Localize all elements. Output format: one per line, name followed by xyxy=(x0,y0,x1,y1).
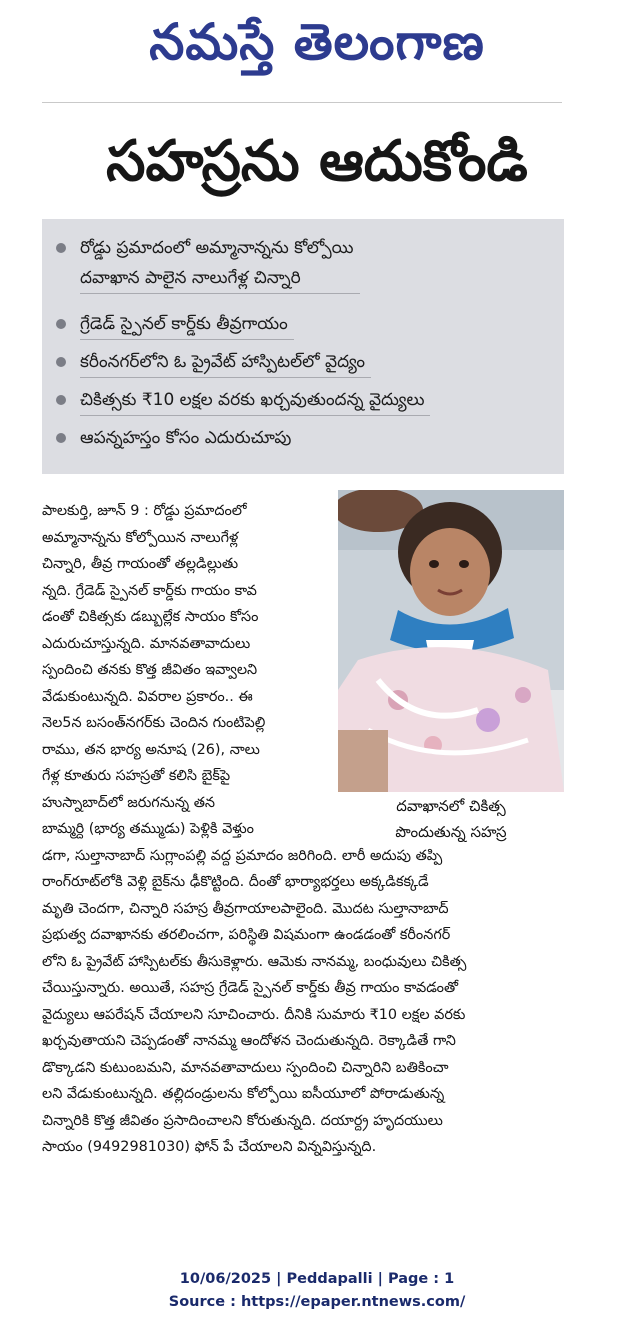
article-line: వేడుకుంటున్నది. వివరాల ప్రకారం.. ఈ xyxy=(42,688,253,705)
article-line: మృతి చెందగా, చిన్నారి సహస్ర తీవ్రగాయాలపాలైంది. మొదట సుల్తానాబాద్ xyxy=(42,900,449,917)
article-line: హుస్నాబాద్‌లో జరుగనున్న తన xyxy=(42,794,216,811)
highlight-item xyxy=(56,385,556,416)
article-line: స్పందించి తనకు కొత్త జీవితం ఇవ్వాలని xyxy=(42,662,258,678)
bullet-icon xyxy=(56,357,66,367)
article-line: ఖర్చవుతాయని చెప్పడంతో నానమ్మ ఆందోళన చెందుతున్నది. రెక్కాడితే గాని xyxy=(42,1033,456,1049)
highlight-text: ఆపన్నహస్తం కోసం ఎదురుచూపు xyxy=(80,428,292,448)
article-headline: సహస్రను ఆదుకోండి xyxy=(106,129,528,194)
article-line: రాంగ్‌రూట్‌లోకి వెళ్లి బైక్‌ను ఢీకొట్టింది. దీంతో భార్యాభర్తలు అక్కడికక్కడే xyxy=(42,874,429,890)
highlight-text: గ్రేడెడ్ స్పైనల్ కార్డ్‌కు తీవ్రగాయం xyxy=(80,309,294,340)
article-body xyxy=(42,498,564,1161)
article-line: డొక్కాడని కుటుంబమని, మానవతావాదులు స్పందించి చిన్నారిని బతికించా xyxy=(42,1059,449,1076)
highlight-item xyxy=(56,233,556,294)
article-line: సాయం (9492981030) ఫోన్ పే చేయాలని విన్నవిస్తున్నది. xyxy=(42,1139,377,1155)
highlight-text: కరీంనగర్‌లోని ఓ ప్రైవేట్ హాస్పిటల్‌లో వైద్యం xyxy=(80,347,371,378)
article-line: ఎదురుచూస్తున్నది. మానవతావాదులు xyxy=(42,635,251,652)
article-line: ప్రభుత్వ దవాఖానకు తరలించగా, పరిస్థితి విషమంగా ఉండడంతో కరీంనగర్ xyxy=(42,927,451,943)
article-line: చేయిస్తున్నారు. అయితే, సహస్ర గ్రేడెడ్ స్పైనల్ కార్డ్‌కు తీవ్ర గాయం కావడంతో xyxy=(42,980,459,996)
highlight-item xyxy=(56,309,556,340)
article-line: లని వేడుకుంటున్నది. తల్లిదండ్రులను కోల్పోయి ఐసీయూలో పోరాడుతున్న xyxy=(42,1086,445,1102)
bullet-icon xyxy=(56,243,66,253)
article-line: డగా, సుల్తానాబాద్ సుగ్లాంపల్లి వద్ద ప్రమాదం జరిగింది. లారీ అదుపు తప్పి xyxy=(42,847,443,864)
caption-line: పొందుతున్న సహస్ర xyxy=(395,823,507,841)
highlight-text: చికిత్సకు ₹10 లక్షల వరకు ఖర్చవుతుందన్న వైద్యులు xyxy=(80,385,430,416)
bullet-icon xyxy=(56,319,66,329)
article-line: లోని ఓ ప్రైవేట్ హాస్పిటల్‌కు తీసుకెళ్లారు. ఆమెకు నానమ్మ, బంధువులు చికిత్స xyxy=(42,953,467,970)
article-line: పాలకుర్తి, జూన్ 9 : రోడ్డు ప్రమాదంలో xyxy=(42,503,247,519)
article-line: వైద్యులు ఆపరేషన్ చేయాలని సూచించారు. దీనికి సుమారు ₹10 లక్షల వరకు xyxy=(42,1006,466,1023)
article-line: న్నది. గ్రేడెడ్ స్పైనల్ కార్డ్‌కు గాయం కావ xyxy=(42,582,257,599)
highlight-item xyxy=(56,423,556,453)
bullet-icon xyxy=(56,433,66,443)
page-footer xyxy=(0,1268,634,1314)
article-line: నెల5న బసంత్‌నగర్‌కు చెందిన గుంటిపెల్లి xyxy=(42,715,266,731)
newspaper-masthead: నమస్తే తెలంగాణ xyxy=(149,12,485,71)
article-line: రాము, తన భార్య అనూష (26), నాలు xyxy=(42,741,260,758)
highlight-text: రోడ్డు ప్రమాదంలో అమ్మానాన్నను కోల్పోయి xyxy=(80,238,354,258)
article-line: బామ్మర్ది (భార్య తమ్ముడు) పెళ్లికి వెళ్తుం xyxy=(42,821,254,837)
masthead-divider xyxy=(42,102,562,103)
bullet-icon xyxy=(56,395,66,405)
article-line: చిన్నారి, తీవ్ర గాయంతో తల్లడిల్లుతు xyxy=(42,556,239,572)
highlights-box xyxy=(42,219,564,474)
article-line: అమ్మానాన్నను కోల్పోయిన నాలుగేళ్ల xyxy=(42,529,239,546)
edition-info: 10/06/2025 | Peddapalli | Page : 1 xyxy=(179,1271,455,1287)
highlight-text: దవాఖాన పాలైన నాలుగేళ్ల చిన్నారి xyxy=(80,263,360,294)
highlight-item xyxy=(56,347,556,378)
source-link[interactable]: Source : https://epaper.ntnews.com/ xyxy=(168,1294,466,1310)
caption-line: దవాఖానలో చికిత్స xyxy=(396,797,506,815)
article-line: చిన్నారికి కొత్త జీవితం ప్రసాదించాలని కోరుతున్నది. దయార్ద్ర హృదయులు xyxy=(42,1112,443,1129)
article-line: డంతో చికిత్సకు డబ్బుల్లేక సాయం కోసం xyxy=(42,609,259,625)
article-line: గేళ్ల కూతురు సహస్రతో కలిసి బైక్‌పై xyxy=(42,768,231,784)
